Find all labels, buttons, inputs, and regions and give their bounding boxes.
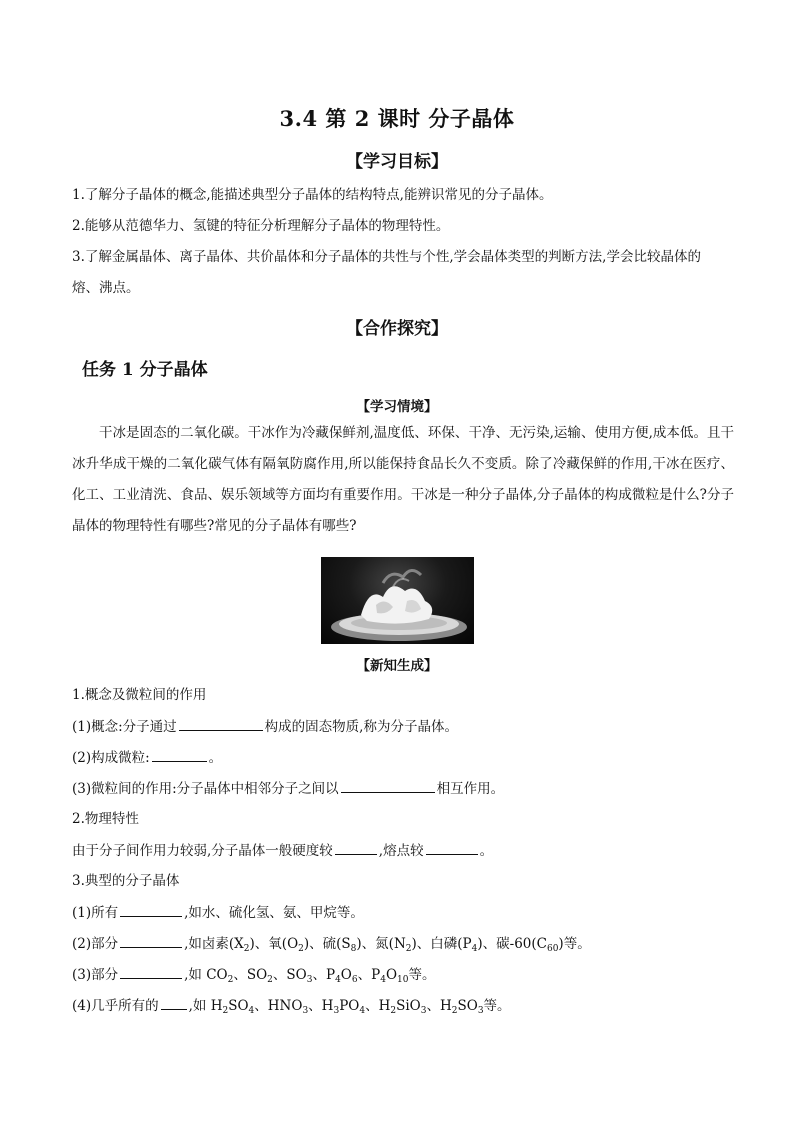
blank-2-2[interactable] (426, 840, 478, 855)
sub-60: 60 (546, 944, 559, 954)
knowledge-1-1 (72, 716, 732, 737)
sub-4: 4 (380, 975, 386, 985)
k3-2-text-e: )、氮(N (356, 936, 406, 952)
dry-ice-photo (321, 557, 474, 644)
sub-2: 2 (243, 944, 250, 954)
knowledge-3-heading: 3.典型的分子晶体 (72, 873, 180, 889)
k3-2-text-b: ,如卤素(X (184, 936, 244, 952)
blank-1-2[interactable] (152, 747, 207, 762)
sub-2: 2 (405, 944, 412, 954)
sub-2: 2 (222, 1006, 229, 1016)
k3-4-text-j: SO (457, 998, 478, 1014)
sub-4: 4 (248, 1006, 255, 1016)
context-paragraph: 干冰是固态的二氧化碳。干冰作为冷藏保鲜剂,温度低、环保、干净、无污染,运输、使用方便,成本低。且干冰升华成干燥的二氧化碳气体有隔氧防腐作用,所以能保持食品长久不变质。除了冷藏保鲜的作用,干冰在医疗、化工、工业清洗、食品、娱乐领域等方面均有重要作用。干冰是一种分子晶体,分子晶体的构成微粒是什么?分子晶体的物理特性有哪些?常见的分子晶体有哪些? (72, 425, 734, 534)
k3-4-text-k: 等。 (483, 998, 511, 1014)
knowledge-2-text (72, 840, 732, 861)
k1-3-text-b: 相互作用。 (436, 781, 505, 797)
context-heading: 【学习情境】 (356, 399, 438, 415)
k3-3-text-h: O (385, 967, 398, 983)
k3-2-text-c: )、氧(O (249, 936, 299, 952)
blank-1-1[interactable] (179, 716, 263, 731)
k1-2-text-b: 。 (208, 750, 223, 766)
knowledge-2-heading: 2.物理特性 (72, 811, 139, 827)
k3-1-text-a: (1)所有 (72, 905, 119, 921)
blank-3-1[interactable] (120, 902, 182, 917)
k1-1-text-b: 构成的固态物质,称为分子晶体。 (264, 719, 458, 735)
page-title: 3.4 第 2 课时 分子晶体 (279, 106, 515, 131)
sub-3: 3 (420, 1006, 427, 1016)
k3-4-text-f: PO (339, 998, 360, 1014)
objective-item-3-cont: 熔、沸点。 (72, 280, 140, 296)
sub-3: 3 (477, 1006, 484, 1016)
explore-heading: 【合作探究】 (346, 319, 448, 339)
sub-2: 2 (298, 944, 304, 954)
new-knowledge-heading: 【新知生成】 (356, 658, 438, 674)
objective-item-1: 1.了解分子晶体的概念,能描述典型分子晶体的结构特点,能辨识常见的分子晶体。 (72, 187, 553, 203)
knowledge-3-1 (72, 902, 732, 923)
k3-3-text-a: (3)部分 (72, 967, 119, 983)
k3-4-text-i: 、H (426, 998, 452, 1014)
objective-item-2: 2.能够从范德华力、氢键的特征分析理解分子晶体的物理特性。 (72, 218, 450, 234)
k3-2-text-g: )、碳-60(C (477, 936, 547, 952)
objectives-heading: 【学习目标】 (346, 152, 448, 172)
k2-text-c: 。 (479, 843, 494, 859)
k3-3-text-e: 、P (312, 967, 336, 983)
task1-heading: 任务 1 分子晶体 (82, 360, 208, 380)
k3-4-text-h: SiO (396, 998, 421, 1014)
k3-2-text-a: (2)部分 (72, 936, 119, 952)
sub-4: 4 (335, 975, 341, 985)
knowledge-1-heading: 1.概念及微粒间的作用 (72, 687, 207, 703)
blank-2-1[interactable] (335, 840, 377, 855)
k3-3-text-c: 、SO (233, 967, 268, 983)
k3-4-text-c: SO (228, 998, 249, 1014)
k3-4-text-a: (4)几乎所有的 (72, 998, 159, 1014)
sub-8: 8 (350, 944, 357, 954)
sub-3: 3 (302, 1006, 309, 1016)
k3-4-text-e: 、H (308, 998, 334, 1014)
k3-3-text-i: 等。 (408, 967, 436, 983)
sub-2: 2 (390, 1006, 397, 1016)
sub-2: 2 (451, 1006, 458, 1016)
sub-6: 6 (351, 975, 358, 985)
k3-3-text-f: O (340, 967, 352, 983)
k3-1-text-b: ,如水、硫化氢、氨、甲烷等。 (184, 905, 364, 921)
blank-3-4[interactable] (161, 995, 187, 1010)
k3-4-text-d: 、HNO (254, 998, 303, 1014)
k1-3-text-a: (3)微粒间的作用:分子晶体中相邻分子之间以 (72, 781, 339, 797)
knowledge-3-3 (72, 964, 732, 985)
sub-3: 3 (333, 1006, 340, 1016)
objective-item-3: 3.了解金属晶体、离子晶体、共价晶体和分子晶体的共性与个性,学会晶体类型的判断方法,学会比较晶体的 (72, 249, 701, 265)
sub-2: 2 (227, 975, 234, 985)
blank-1-3[interactable] (341, 778, 435, 793)
k3-3-text-b: ,如 CO (184, 967, 228, 983)
knowledge-3-2 (72, 933, 732, 954)
k3-4-text-b: ,如 H (188, 998, 223, 1014)
blank-3-2[interactable] (120, 933, 182, 948)
k3-2-text-h: )等。 (558, 936, 591, 952)
k1-1-text-a: (1)概念:分子通过 (72, 719, 177, 735)
knowledge-1-2 (72, 747, 732, 768)
sub-3: 3 (306, 975, 313, 985)
sub-4: 4 (471, 944, 478, 954)
k3-3-text-d: 、SO (272, 967, 307, 983)
sub-4: 4 (359, 1006, 366, 1016)
sub-2: 2 (267, 975, 273, 985)
k1-2-text-a: (2)构成微粒: (72, 750, 150, 766)
k3-2-text-d: )、硫(S (303, 936, 351, 952)
k2-text-b: ,熔点较 (378, 843, 424, 859)
sub-10: 10 (397, 975, 409, 985)
knowledge-3-4 (72, 995, 732, 1016)
k3-2-text-f: )、白磷(P (411, 936, 472, 952)
k3-4-text-g: 、H (365, 998, 391, 1014)
knowledge-1-3 (72, 778, 732, 799)
blank-3-3[interactable] (120, 964, 182, 979)
k3-3-text-g: 、P (357, 967, 381, 983)
k2-text-a: 由于分子间作用力较弱,分子晶体一般硬度较 (72, 843, 333, 859)
